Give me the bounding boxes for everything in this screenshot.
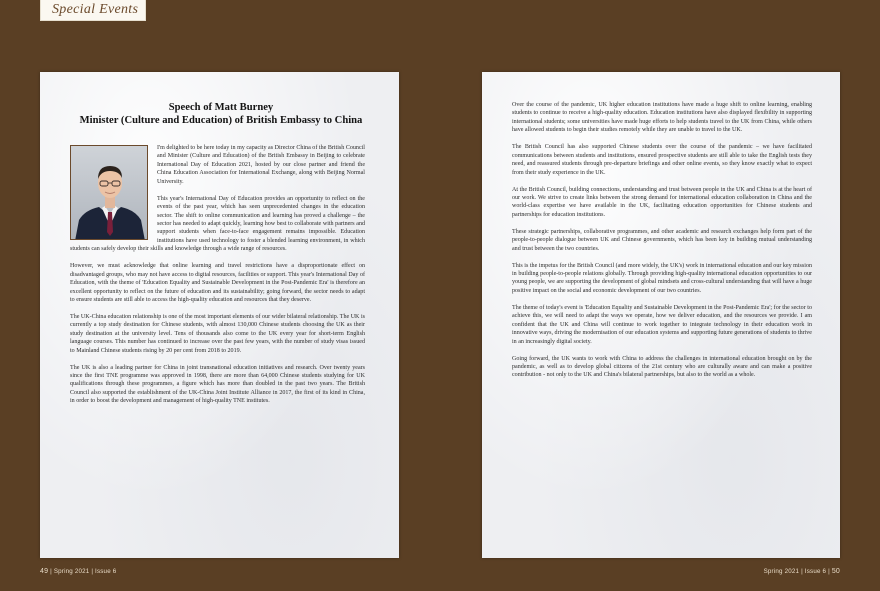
footer-right [764, 568, 840, 575]
right-page [482, 72, 840, 558]
left-paragraph-2: This year's International Day of Education provides an opportunity to reflect on the events of the past year, which has seen unprecedented changes in the education sector. The shift to online communication and learning has proved a challenge – the sector has needed to adapt quickly, learning how best to collaborate with partners and support students when face-to-face engagement remains impossible. Education institutions have used technology to foster a blended learning environment, in which students can safely develop their skills and knowledge through a wide range of resources. [70, 195, 365, 253]
left-paragraph-1: I'm delighted to be here today in my capacity as Director China of the British Council and Minister (Culture and Education) of the British Embassy in Beijing to celebrate International Day of Education 2021, hosted by our close partner and friend the China Education Association for International Exchange, along with Beijing Normal University. [157, 145, 365, 185]
portrait-icon [71, 146, 148, 240]
article-title [73, 101, 369, 127]
right-paragraph-3: At the British Council, building connections, understanding and trust between people in the UK and China is at the heart of our work. We strive to create links between the strong demand for international education collaboration in China and the world-class expertise we have available in the UK, facilitating education opportunities for Chinese students and partnerships for education institutions. [512, 186, 812, 218]
left-paragraph-3: However, we must acknowledge that online learning and travel restrictions have a disproportionate effect on disadvantaged groups, who may not have access to digital resources, facilities or support. This year's International Day of Education, with the theme of 'Education Equality and Sustainable Development in the Post-Pandemic Era' is therefore an excellent opportunity to reflect on the future of education and its sustainability; going forward, the sector needs to adapt to ensure students are still able to access the high-quality education and resources that they deserve. [70, 263, 365, 304]
right-paragraph-5: This is the impetus for the British Council (and more widely, the UK's) work in international education and our key mission in building people-to-people relations globally. Through providing high-quality international education opportunities to our young people, we are supporting the development of global mindsets and cross-cultural understanding that will have a huge positive impact on the social and economic development of our two countries. [512, 262, 812, 294]
section-tag: Special Events [40, 0, 146, 21]
right-paragraph-1: Over the course of the pandemic, UK higher education institutions have made a huge shift to online learning, enabling students to continue to receive a high-quality education. Education institutions have also displayed flexibility in supporting international students; some universities have made huge efforts to help students travel to the UK from China, while others have allowed students to begin their studies remotely while they are unable to travel to the UK. [512, 102, 812, 134]
left-paragraph-4: The UK-China education relationship is one of the most important elements of our wider bilateral relationship. The UK is currently a top study destination for Chinese students, with almost 130,000 Chinese students choosing the UK as their study destination at the university level. Tens of thousands also come to the UK every year for short-term English language courses. This number has continued to increase over the past few years, with the number of study visas issued to Mainland Chinese students rising by 20 per cent from 2018 to 2019. [70, 313, 365, 354]
page-number-right: 50 [831, 568, 840, 575]
right-paragraph-4: These strategic partnerships, collaborative programmes, and other academic and research exchanges help form part of the people-to-people dialogue between UK and Chinese governments, which has been key in building mutual understanding and trust between the two countries. [512, 228, 812, 252]
footer-left [40, 568, 116, 575]
left-page [40, 72, 399, 558]
portrait-photo [70, 145, 148, 240]
issue-label-left: | Spring 2021 | Issue 6 [50, 568, 117, 575]
right-paragraph-6: The theme of today's event is 'Education Equality and Sustainable Development in the Post-Pandemic Era'; for the sector to achieve this, we will need to adapt the ways we operate, how we deliver education, and the resources we provide. I am confident that the UK and China will continue to work together to integrate technology in their education work in innovative ways, driving the modernisation of our education systems and supporting future generations of students to thrive in an increasingly digital society. [512, 304, 812, 345]
left-paragraph-5: The UK is also a leading partner for China in joint transnational education initiatives and research. Over twenty years since the first TNE programme was approved in 1998, there are more than 64,000 Chinese students studying for UK qualifications through these programmes, a figure which has more than doubled in the past two years. The British Council also supported the establishment of the UK-China Joint Institute Alliance in 2017, the first of its kind in China, in order to boost the development and management of high-quality TNE institutes. [70, 364, 365, 405]
issue-label-right: Spring 2021 | Issue 6 | [763, 568, 830, 575]
right-paragraph-7: Going forward, the UK wants to work with China to address the challenges in international education brought on by the pandemic, as well as to develop global citizens of the 21st century who are culturally aware and can make a positive contribution - not only to the UK and China's bilateral partnerships, but also to the world as a whole. [512, 355, 812, 379]
page-number-left: 49 [40, 568, 49, 575]
title-line-1: Speech of Matt Burney [168, 102, 274, 113]
right-paragraph-2: The British Council has also supported Chinese students over the course of the pandemic – we have facilitated communications between students and institutions, ensured prospective students are still able to take the English tests they need, and reassured students through pre-departure briefings and other online events, so they know exactly what to expect from their study experience in the UK. [512, 144, 812, 176]
title-line-2: Minister (Culture and Education) of British Embassy to China [79, 115, 363, 126]
